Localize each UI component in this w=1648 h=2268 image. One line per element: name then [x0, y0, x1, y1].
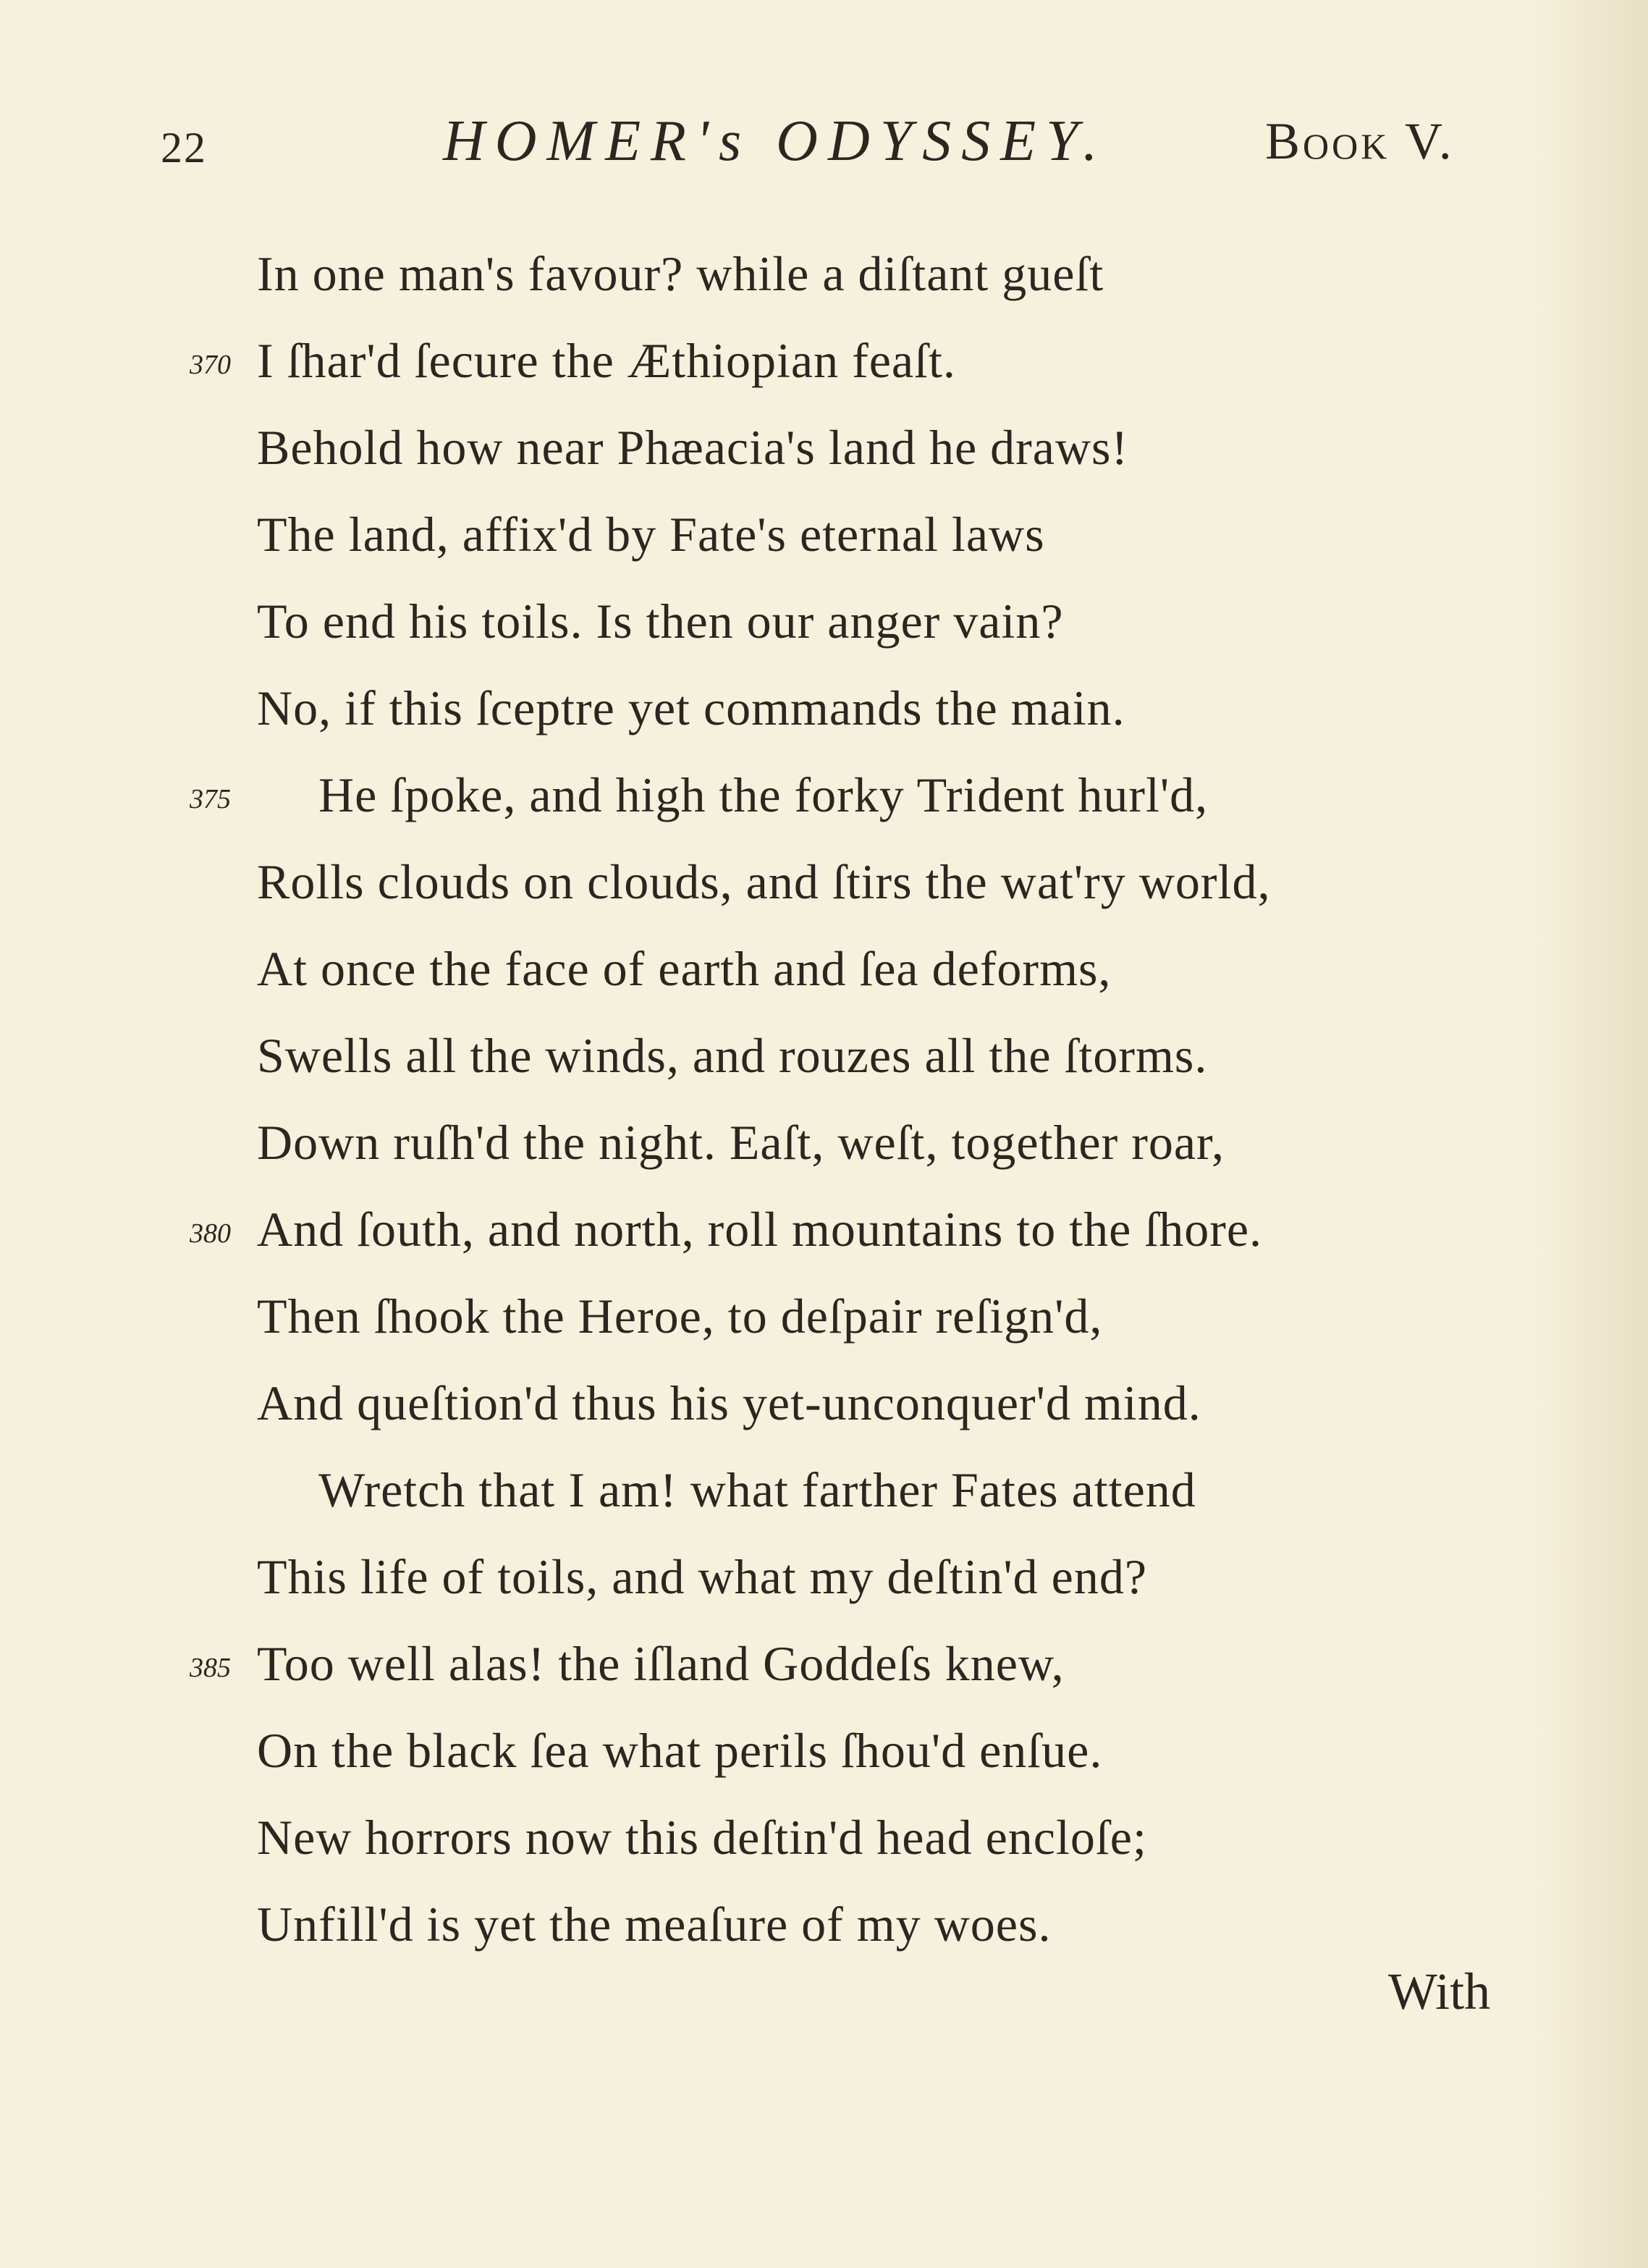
poem-line [0, 404, 1648, 491]
line-text: In one man's favour? while a diſtant gueſt [257, 246, 1104, 301]
poem-line [0, 925, 1648, 1012]
line-number: 370 [190, 350, 231, 380]
line-text: Unfill'd is yet the meaſure of my woes. [257, 1897, 1052, 1952]
poem-line [0, 665, 1648, 751]
poem-line [0, 838, 1648, 925]
poem-line [0, 578, 1648, 665]
line-text: At once the face of earth and ſea deforms, [257, 941, 1112, 996]
line-text: On the black ſea what perils ſhou'd enſue. [257, 1723, 1103, 1778]
book-label: Book V. [1265, 112, 1455, 170]
page-header [0, 109, 1648, 188]
page-number: 22 [161, 124, 207, 172]
running-title: HOMER's ODYSSEY. [443, 109, 1108, 173]
line-number: 380 [190, 1218, 231, 1249]
poem-line [0, 491, 1648, 578]
line-text: Swells all the winds, and rouzes all the ſtorms. [257, 1028, 1208, 1083]
line-number: 375 [190, 784, 231, 814]
line-text: Too well alas! the iſland Goddeſs knew, [257, 1636, 1065, 1691]
poem-text [0, 230, 1648, 1968]
line-text: Rolls clouds on clouds, and ſtirs the wat'ry world, [257, 854, 1271, 909]
poem-line [0, 1186, 1648, 1273]
poem-line [0, 751, 1648, 838]
line-text: New horrors now this deſtin'd head encloſe; [257, 1810, 1147, 1865]
line-text: And queſtion'd thus his yet-unconquer'd mind. [257, 1375, 1201, 1430]
line-text: No, if this ſceptre yet commands the main. [257, 680, 1125, 735]
line-text: To end his toils. Is then our anger vain? [257, 594, 1064, 649]
line-text: He ſpoke, and high the forky Trident hurl'd, [318, 767, 1209, 822]
poem-line [0, 1794, 1648, 1881]
poem-line [0, 1620, 1648, 1707]
line-text: And ſouth, and north, roll mountains to the ſhore. [257, 1202, 1263, 1257]
line-text: Wretch that I am! what farther Fates attend [318, 1462, 1196, 1517]
poem-line [0, 1446, 1648, 1533]
poem-line [0, 1881, 1648, 1968]
poem-line [0, 1273, 1648, 1359]
poem-line [0, 317, 1648, 404]
line-text: Behold how near Phæacia's land he draws! [257, 420, 1129, 475]
poem-line [0, 1533, 1648, 1620]
poem-line [0, 1359, 1648, 1446]
line-number: 385 [190, 1653, 231, 1683]
poem-line [0, 1099, 1648, 1186]
poem-line [0, 1707, 1648, 1794]
line-text: This life of toils, and what my deſtin'd end? [257, 1549, 1148, 1604]
poem-line [0, 230, 1648, 317]
line-text: Then ſhook the Heroe, to deſpair reſign'd, [257, 1289, 1103, 1344]
poem-line [0, 1012, 1648, 1099]
line-text: Down ruſh'd the night. Eaſt, weſt, together roar, [257, 1115, 1225, 1170]
line-text: I ſhar'd ſecure the Æthiopian feaſt. [257, 333, 956, 388]
line-text: The land, affix'd by Fate's eternal laws [257, 507, 1045, 562]
catchword: With [1388, 1963, 1491, 2020]
